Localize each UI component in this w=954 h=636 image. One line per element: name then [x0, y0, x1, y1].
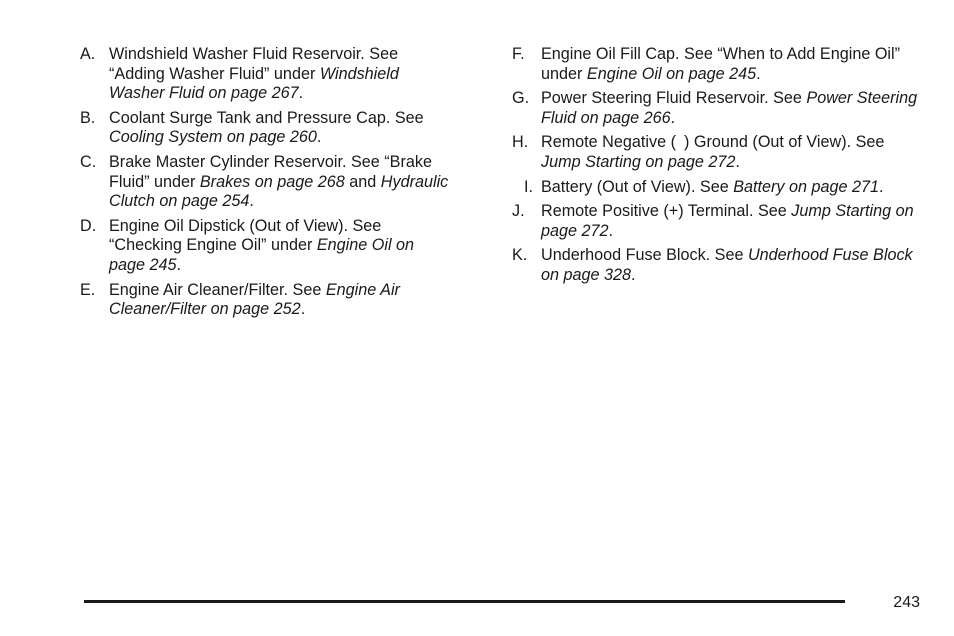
- item-text-segment: Engine Oil Dipstick (Out of View). See “Checking Engine Oil” under: [109, 216, 382, 255]
- item-text-segment: Battery (Out of View). See: [541, 177, 734, 196]
- list-item: [80, 45, 450, 104]
- item-text-segment: Underhood Fuse Block. See: [541, 246, 748, 265]
- cross-reference: Underhood Fuse Block on page 328: [541, 246, 913, 284]
- item-text-segment: .: [298, 84, 304, 103]
- item-letter: H.: [512, 133, 529, 152]
- left-column: [80, 45, 450, 325]
- cross-reference: Hydraulic Clutch on page 254: [109, 172, 449, 211]
- item-letter: B.: [80, 108, 96, 127]
- item-text: [109, 281, 450, 320]
- item-text: [109, 153, 450, 212]
- list-item: [512, 178, 922, 198]
- page-number: 243: [893, 594, 920, 611]
- item-text-segment: .: [608, 221, 614, 240]
- item-letter: E.: [80, 280, 96, 299]
- right-column: [512, 45, 922, 291]
- item-letter: D.: [80, 216, 97, 235]
- item-text: [109, 45, 450, 104]
- item-letter: I.: [524, 177, 533, 196]
- cross-reference: Jump Starting on page 272: [541, 152, 736, 171]
- list-item: [512, 133, 922, 172]
- item-letter: G.: [512, 89, 530, 108]
- cross-reference: Battery on page 271: [733, 177, 880, 196]
- cross-reference: Cooling System on page 260: [109, 128, 317, 147]
- item-text: [541, 133, 922, 172]
- cross-reference: Engine Oil on page 245: [109, 236, 415, 274]
- cross-reference: Brakes on page 268: [199, 172, 345, 191]
- list-item: [80, 217, 450, 276]
- item-text-segment: and: [344, 172, 381, 191]
- item-text-segment: .: [756, 64, 761, 83]
- list-item: [512, 89, 922, 128]
- item-text: [109, 109, 450, 148]
- item-text-segment: Engine Air Cleaner/Filter. See: [109, 280, 326, 299]
- item-text: [541, 45, 922, 84]
- item-text-segment: Windshield Washer Fluid Reservoir. See “Adding Washer Fluid” under: [109, 45, 399, 83]
- item-text-segment: .: [249, 192, 254, 211]
- cross-reference: Windshield Washer Fluid on page 267: [109, 64, 399, 103]
- item-letter: J.: [512, 202, 525, 221]
- item-letter: K.: [512, 246, 528, 265]
- list-item: [80, 281, 450, 320]
- cross-reference: Engine Oil on page 245: [586, 64, 757, 83]
- item-text-segment: Engine Oil Fill Cap. See “When to Add Engine Oil” under: [541, 45, 901, 83]
- item-text-segment: .: [316, 128, 322, 147]
- item-letter: A.: [80, 45, 96, 63]
- footer-rule: [84, 600, 845, 603]
- item-text-segment: Power Steering Fluid Reservoir. See: [541, 89, 807, 108]
- item-letter: C.: [80, 152, 97, 171]
- item-text: [541, 246, 922, 285]
- item-text-segment: .: [631, 265, 636, 284]
- item-text-segment: Remote Positive (+) Terminal. See: [541, 202, 792, 221]
- item-text: [541, 89, 922, 128]
- cross-reference: Jump Starting on page 272: [541, 202, 914, 240]
- item-text-segment: .: [670, 108, 676, 127]
- item-text: [541, 202, 922, 241]
- list-item: [80, 153, 450, 212]
- item-text-segment: .: [176, 255, 182, 274]
- item-text: [541, 178, 922, 198]
- item-text-segment: Remote Negative ( ) Ground (Out of View). See: [541, 133, 885, 152]
- list-item: [512, 45, 922, 84]
- item-text-segment: .: [879, 177, 884, 196]
- item-text-segment: .: [735, 152, 740, 171]
- item-letter: F.: [512, 45, 525, 63]
- item-text-segment: Coolant Surge Tank and Pressure Cap. See: [109, 108, 424, 127]
- list-item: [512, 202, 922, 241]
- list-item: [512, 246, 922, 285]
- list-item: [80, 109, 450, 148]
- item-text-segment: Brake Master Cylinder Reservoir. See “Brake Fluid” under: [109, 152, 432, 191]
- cross-reference: Engine Air Cleaner/Filter on page 252: [109, 280, 400, 319]
- cross-reference: Power Steering Fluid on page 266: [541, 89, 918, 127]
- item-text: [109, 217, 450, 276]
- item-text-segment: .: [300, 300, 306, 319]
